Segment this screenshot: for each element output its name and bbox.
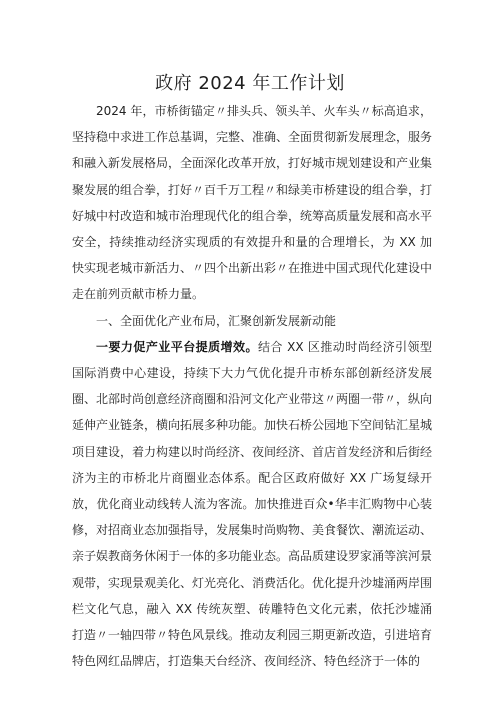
paragraph-body: 结合 XX 区推动时尚经济引领型国际消费中心建设，持续下大力气优化提升市桥东部创新经济发展圈、北部时尚创意经济商圈和沿河文化产业带这〃两圈一带〃，纵向延伸产业链条，横向拓展多种功能。加快石桥公园地下空间钻汇星城项目建设，着力构建以时尚经济、夜间经济、首店首发经济和后街经济为主的市桥北片商圈业态体系。配合区政府做好 XX 广场复绿开放，优化商业动线转人流为客流。加快推进百众•华丰汇购物中心装修，对招商业态加强指导，发展集时尚购物、美食餐饮、潮流运动、亲子娱教商务休闲于一体的多功能业态。高品质建设罗家涌等滨河景观带，实现景观美化、灯光亮化、消费活化。优化提升沙墟涌两岸围栏文化气息，融入 XX 传统灰塑、砖雕特色文化元素，依托沙墟涌打造〃一轴四带〃特色风景线。推动友利园三期更新改造，引进培育特色网红品牌店，打造集天台经济、夜间经济、特色经济于一体的	[72, 339, 433, 669]
document-body	[72, 98, 432, 674]
paragraph-lead: 一要力促产业平台提质增效。	[96, 339, 258, 354]
document-title: 政府 2024 年工作计划	[155, 73, 345, 94]
section-paragraph	[72, 334, 432, 675]
section-heading: 一、全面优化产业布局，汇聚创新发展新动能	[96, 313, 337, 328]
intro-paragraph: 2024 年，市桥街锚定〃排头兵、领头羊、火车头〃标高追求，坚持稳中求进工作总基调，完整、准确、全面贯彻新发展理念，服务和融入新发展格局，全面深化改革开放，打好城市规划建设和产业集聚发展的组合拳，打好〃百千万工程〃和绿美市桥建设的组合拳，打好城中村改造和城市治理现代化的组合拳，统筹高质量发展和高水平安全，持续推动经济实现质的有效提升和量的合理增长，为 XX 加快实现老城市新活力、〃四个出新出彩〃在推进中国式现代化建设中走在前列贡献市桥力量。	[72, 104, 433, 302]
